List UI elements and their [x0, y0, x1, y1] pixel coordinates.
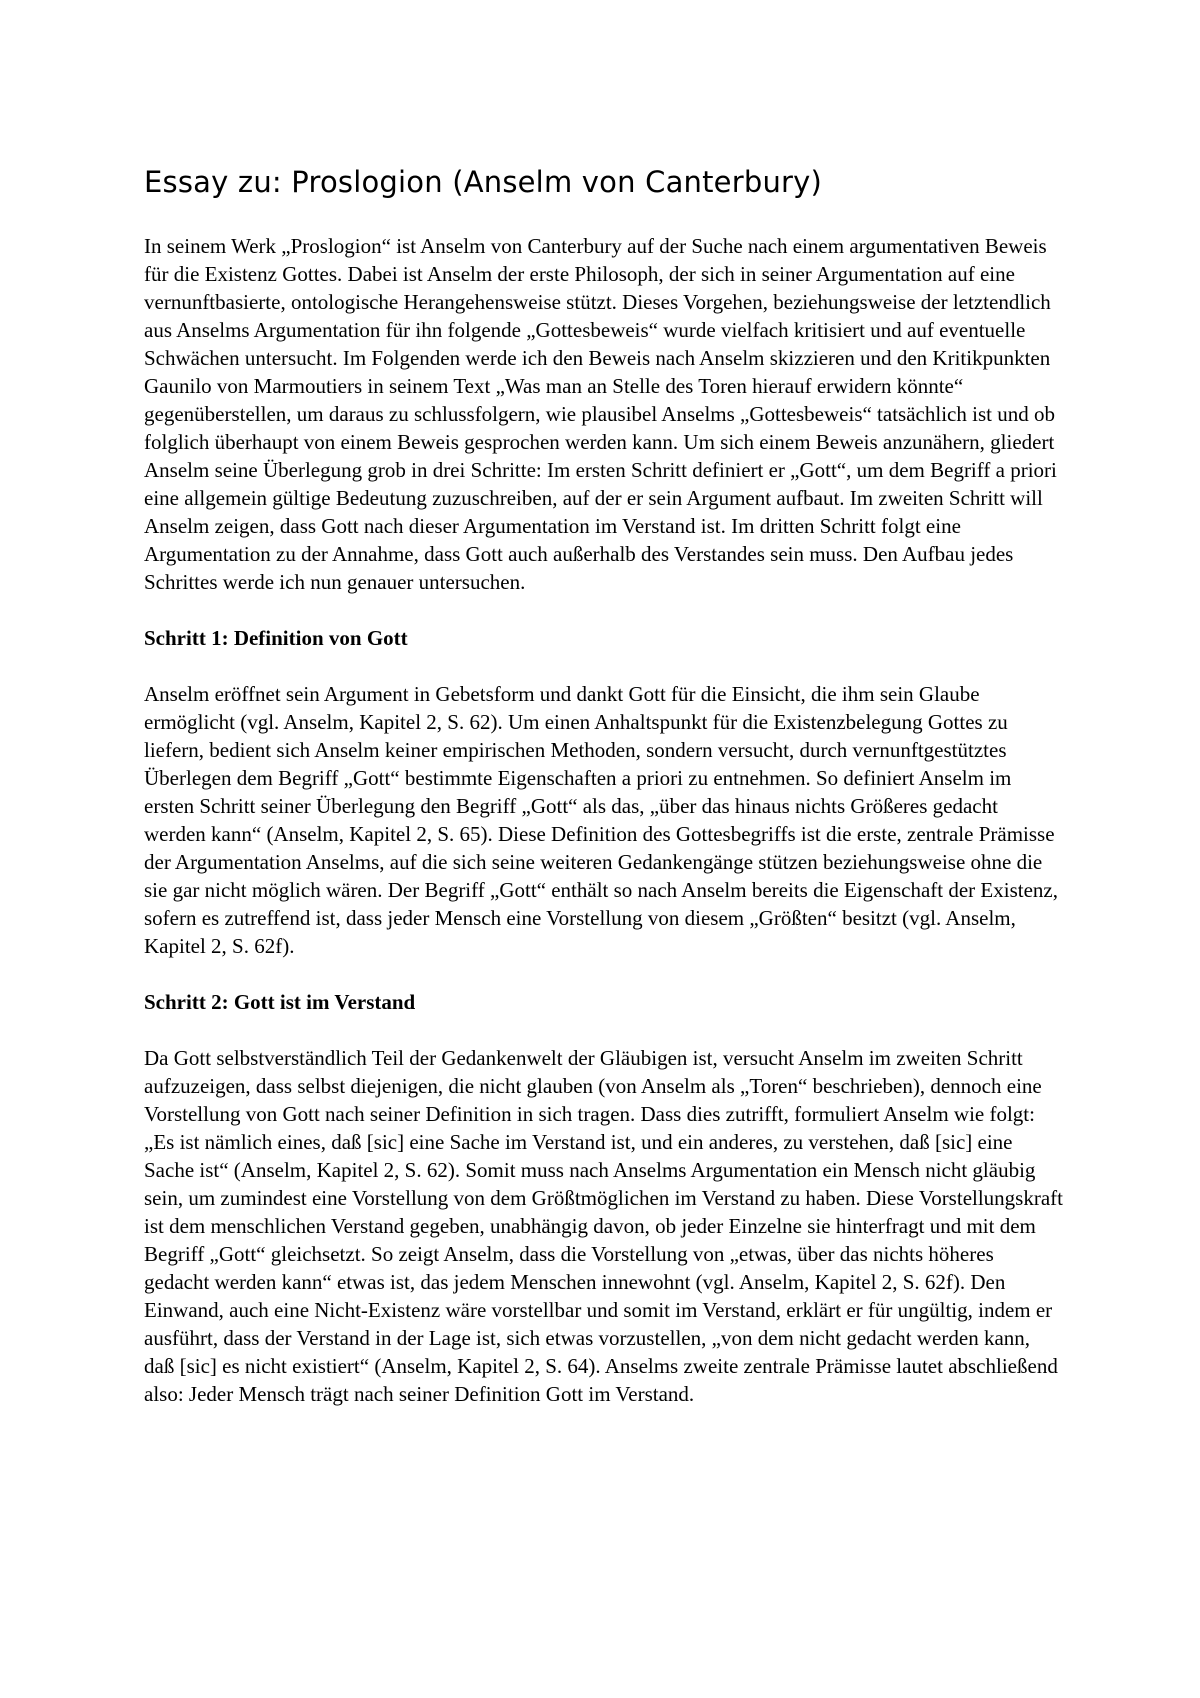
document-content: [144, 165, 1064, 1436]
section-heading-step-2: Schritt 2: Gott ist im Verstand: [144, 989, 416, 1014]
section-body-step-2: Da Gott selbstverständlich Teil der Gedankenwelt der Gläubigen ist, versucht Anselm im zweiten Schritt aufzuzeigen, dass selbst diejenigen, die nicht glauben (von Anselm als „Toren“ beschrieben), dennoch eine Vorstellung von Gott nach seiner Definition in sich tragen. Dass dies zutrifft, formuliert Anselm wie folgt: „Es ist nämlich eines, daß [sic] eine Sache im Verstand ist, und ein anderes, zu verstehen, daß [sic] eine Sache ist“ (Anselm, Kapitel 2, S. 62). Somit muss nach Anselms Argumentation ein Mensch nicht gläubig sein, um zumindest eine Vorstellung von dem Größtmöglichen im Verstand zu haben. Diese Vorstellungskraft ist dem menschlichen Verstand gegeben, unabhängig davon, ob jeder Einzelne sie hinterfragt und mit dem Begriff „Gott“ gleichsetzt. So zeigt Anselm, dass die Vorstellung von „etwas, über das nichts höheres gedacht werden kann“ etwas ist, das jedem Menschen innewohnt (vgl. Anselm, Kapitel 2, S. 62f). Den Einwand, auch eine Nicht-Existenz wäre vorstellbar und somit im Verstand, erklärt er für ungültig, indem er ausführt, dass der Verstand in der Lage ist, sich etwas vorzustellen, „von dem nicht gedacht werden kann, daß [sic] es nicht existiert“ (Anselm, Kapitel 2, S. 64). Anselms zweite zentrale Prämisse lautet abschließend also: Jeder Mensch trägt nach seiner Definition Gott im Verstand.: [144, 1045, 1063, 1406]
section-heading-step-1: Schritt 1: Definition von Gott: [144, 625, 408, 650]
document-title: Essay zu: Proslogion (Anselm von Canterbury): [144, 165, 823, 199]
intro-paragraph: In seinem Werk „Proslogion“ ist Anselm von Canterbury auf der Suche nach einem argumentativen Beweis für die Existenz Gottes. Dabei ist Anselm der erste Philosoph, der sich in seiner Argumentation auf eine vernunftbasierte, ontologische Herangehensweise stützt. Dieses Vorgehen, beziehungsweise der letztendlich aus Anselms Argumentation für ihn folgende „Gottesbeweis“ wurde vielfach kritisiert und auf eventuelle Schwächen untersucht. Im Folgenden werde ich den Beweis nach Anselm skizzieren und den Kritikpunkten Gaunilo von Marmoutiers in seinem Text „Was man an Stelle des Toren hierauf erwidern könnte“ gegenüberstellen, um daraus zu schlussfolgern, wie plausibel Anselms „Gottesbeweis“ tatsächlich ist und ob folglich überhaupt von einem Beweis gesprochen werden kann. Um sich einem Beweis anzunähern, gliedert Anselm seine Überlegung grob in drei Schritte: Im ersten Schritt definiert er „Gott“, um dem Begriff a priori eine allgemein gültige Bedeutung zuzuschreiben, auf der er sein Argument aufbaut. Im zweiten Schritt will Anselm zeigen, dass Gott nach dieser Argumentation im Verstand ist. Im dritten Schritt folgt eine Argumentation zu der Annahme, dass Gott auch außerhalb des Verstandes sein muss. Den Aufbau jedes Schrittes werde ich nun genauer untersuchen.: [144, 233, 1057, 594]
section-body-step-1: Anselm eröffnet sein Argument in Gebetsform und dankt Gott für die Einsicht, die ihm sein Glaube ermöglicht (vgl. Anselm, Kapitel 2, S. 62). Um einen Anhaltspunkt für die Existenzbelegung Gottes zu liefern, bedient sich Anselm keiner empirischen Methoden, sondern versucht, durch vernunftgestütztes Überlegen dem Begriff „Gott“ bestimmte Eigenschaften a priori zu entnehmen. So definiert Anselm im ersten Schritt seiner Überlegung den Begriff „Gott“ als das, „über das hinaus nichts Größeres gedacht werden kann“ (Anselm, Kapitel 2, S. 65). Diese Definition des Gottesbegriffs ist die erste, zentrale Prämisse der Argumentation Anselms, auf die sich seine weiteren Gedankengänge stützen beziehungsweise ohne die sie gar nicht möglich wären. Der Begriff „Gott“ enthält so nach Anselm bereits die Eigenschaft der Existenz, sofern es zutreffend ist, dass jeder Mensch eine Vorstellung von diesem „Größten“ besitzt (vgl. Anselm, Kapitel 2, S. 62f).: [144, 681, 1058, 958]
